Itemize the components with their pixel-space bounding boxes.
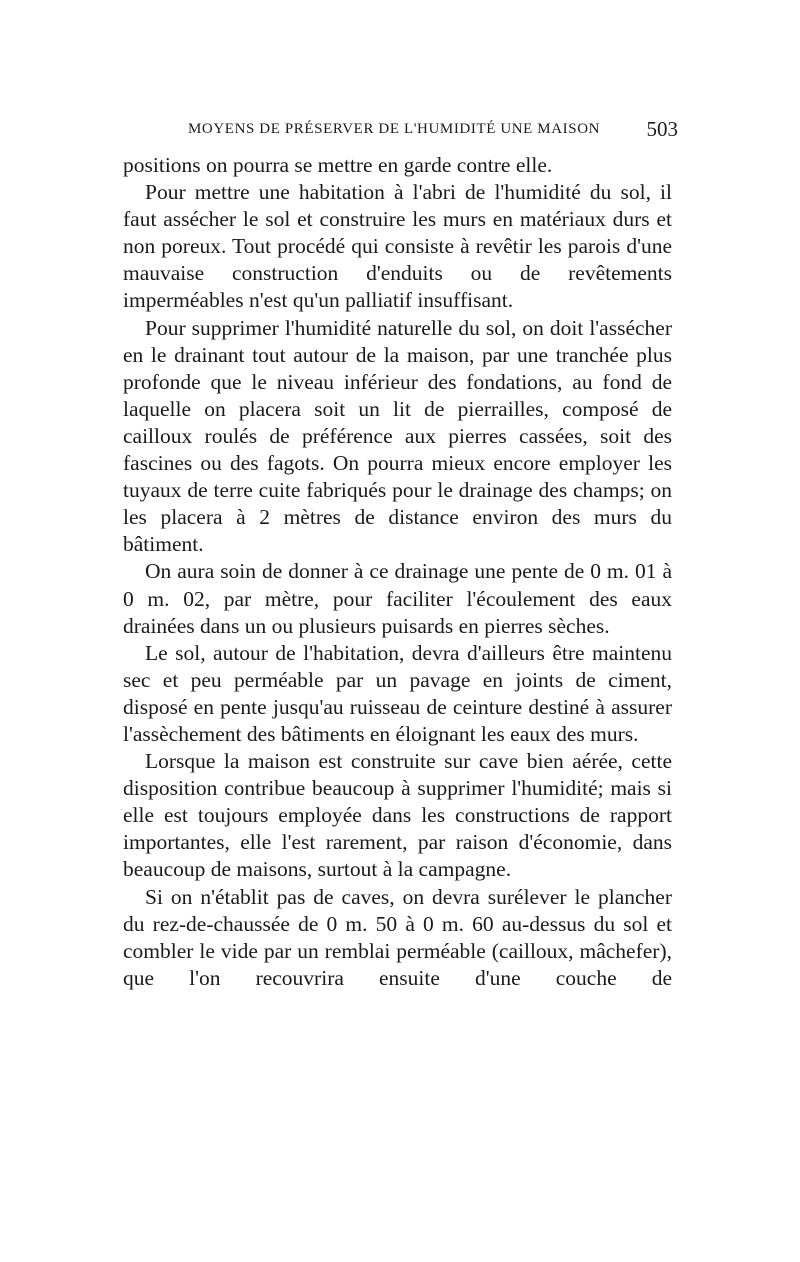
running-title: MOYENS DE PRÉSERVER DE L'HUMIDITÉ UNE MAISON — [188, 121, 601, 137]
running-header — [188, 116, 678, 142]
paragraph: positions on pourra se mettre en garde contre elle. — [123, 153, 553, 177]
paragraph: Si on n'établit pas de caves, on devra surélever le plancher du rez-de-chaussée de 0 m. 50 à 0 m. 60 au-dessus du sol et combler le vide par un remblai perméable (cailloux, mâchefer), que l'on recouvrira ensuite d'une couche de — [123, 884, 672, 990]
page-number: 503 — [646, 117, 678, 141]
paragraph: Le sol, autour de l'habitation, devra d'ailleurs être maintenu sec et peu perméable par un pavage en joints de ciment, disposé en pente jusqu'au ruisseau de ceinture destiné à assurer l'assèchement des bâtiments en éloignant les eaux des murs. — [123, 640, 672, 746]
paragraph: Pour mettre une habitation à l'abri de l'humidité du sol, il faut assécher le sol et construire les murs en matériaux durs et non poreux. Tout procédé qui consiste à revêtir les parois d'une mauvaise construction d'enduits ou de revêtements imperméables n'est qu'un palliatif insuffisant. — [123, 180, 672, 313]
paragraph: Lorsque la maison est construite sur cave bien aérée, cette disposition contribue beaucoup à supprimer l'humidité; mais si elle est toujours employée dans les constructions de rapport importantes, elle l'est rarement, par raison d'économie, dans beaucoup de maisons, surtout à la campagne. — [123, 749, 672, 882]
paragraph: Pour supprimer l'humidité naturelle du sol, on doit l'assécher en le drainant tout autour de la maison, par une tranchée plus profonde que le niveau inférieur des fondations, au fond de laquelle on placera soit un lit de pierrailles, composé de cailloux roulés de préférence aux pierres cassées, soit des fascines ou des fagots. On pourra mieux encore employer les tuyaux de terre cuite fabriqués pour le drainage des champs; on les placera à 2 mètres de distance environ des murs du bâtiment. — [123, 315, 672, 557]
paragraph: On aura soin de donner à ce drainage une pente de 0 m. 01 à 0 m. 02, par mètre, pour faciliter l'écoulement des eaux drainées dans un ou plusieurs puisards en pierres sèches. — [123, 559, 672, 638]
body-text — [123, 152, 672, 992]
